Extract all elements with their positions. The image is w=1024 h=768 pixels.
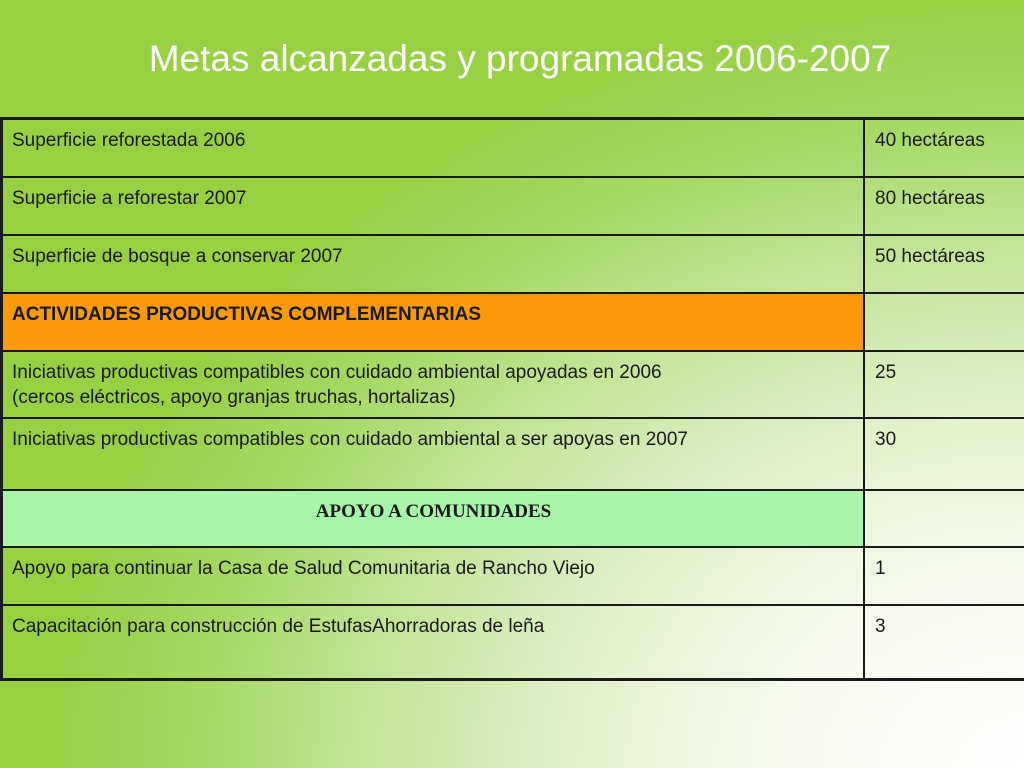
row-value: 50 hectáreas	[864, 235, 1024, 293]
row-value: 25	[864, 351, 1024, 418]
table-row	[2, 235, 1024, 293]
row-value	[864, 490, 1024, 547]
row-label-line: (cercos eléctricos, apoyo granjas truchas, hortalizas)	[12, 387, 456, 408]
section-header-productive-activities: ACTIVIDADES PRODUCTIVAS COMPLEMENTARIAS	[2, 293, 865, 351]
table-row	[2, 351, 1024, 418]
table-row	[2, 547, 1024, 605]
row-label: Capacitación para construcción de EstufasAhorradoras de leña	[2, 605, 865, 680]
table-row	[2, 605, 1024, 680]
row-value	[864, 293, 1024, 351]
row-value: 80 hectáreas	[864, 177, 1024, 235]
table-row	[2, 418, 1024, 490]
goals-table	[0, 117, 1024, 681]
row-label: Superficie a reforestar 2007	[2, 177, 865, 235]
row-value: 30	[864, 418, 1024, 490]
row-value: 3	[864, 605, 1024, 680]
section-header-row	[2, 293, 1024, 351]
slide-title: Metas alcanzadas y programadas 2006-2007	[148, 38, 892, 79]
row-label	[2, 351, 865, 418]
row-label: Superficie de bosque a conservar 2007	[2, 235, 865, 293]
row-label: Superficie reforestada 2006	[2, 119, 865, 178]
row-value: 1	[864, 547, 1024, 605]
row-value: 40 hectáreas	[864, 119, 1024, 178]
row-label-line: Iniciativas productivas compatibles con cuidado ambiental apoyadas en 2006	[12, 362, 662, 383]
section-header-community-support: APOYO A COMUNIDADES	[2, 490, 865, 547]
row-label: Apoyo para continuar la Casa de Salud Comunitaria de Rancho Viejo	[2, 547, 865, 605]
table-row	[2, 119, 1024, 178]
section-header-row	[2, 490, 1024, 547]
row-label: Iniciativas productivas compatibles con cuidado ambiental a ser apoyas en 2007	[2, 418, 865, 490]
table-row	[2, 177, 1024, 235]
